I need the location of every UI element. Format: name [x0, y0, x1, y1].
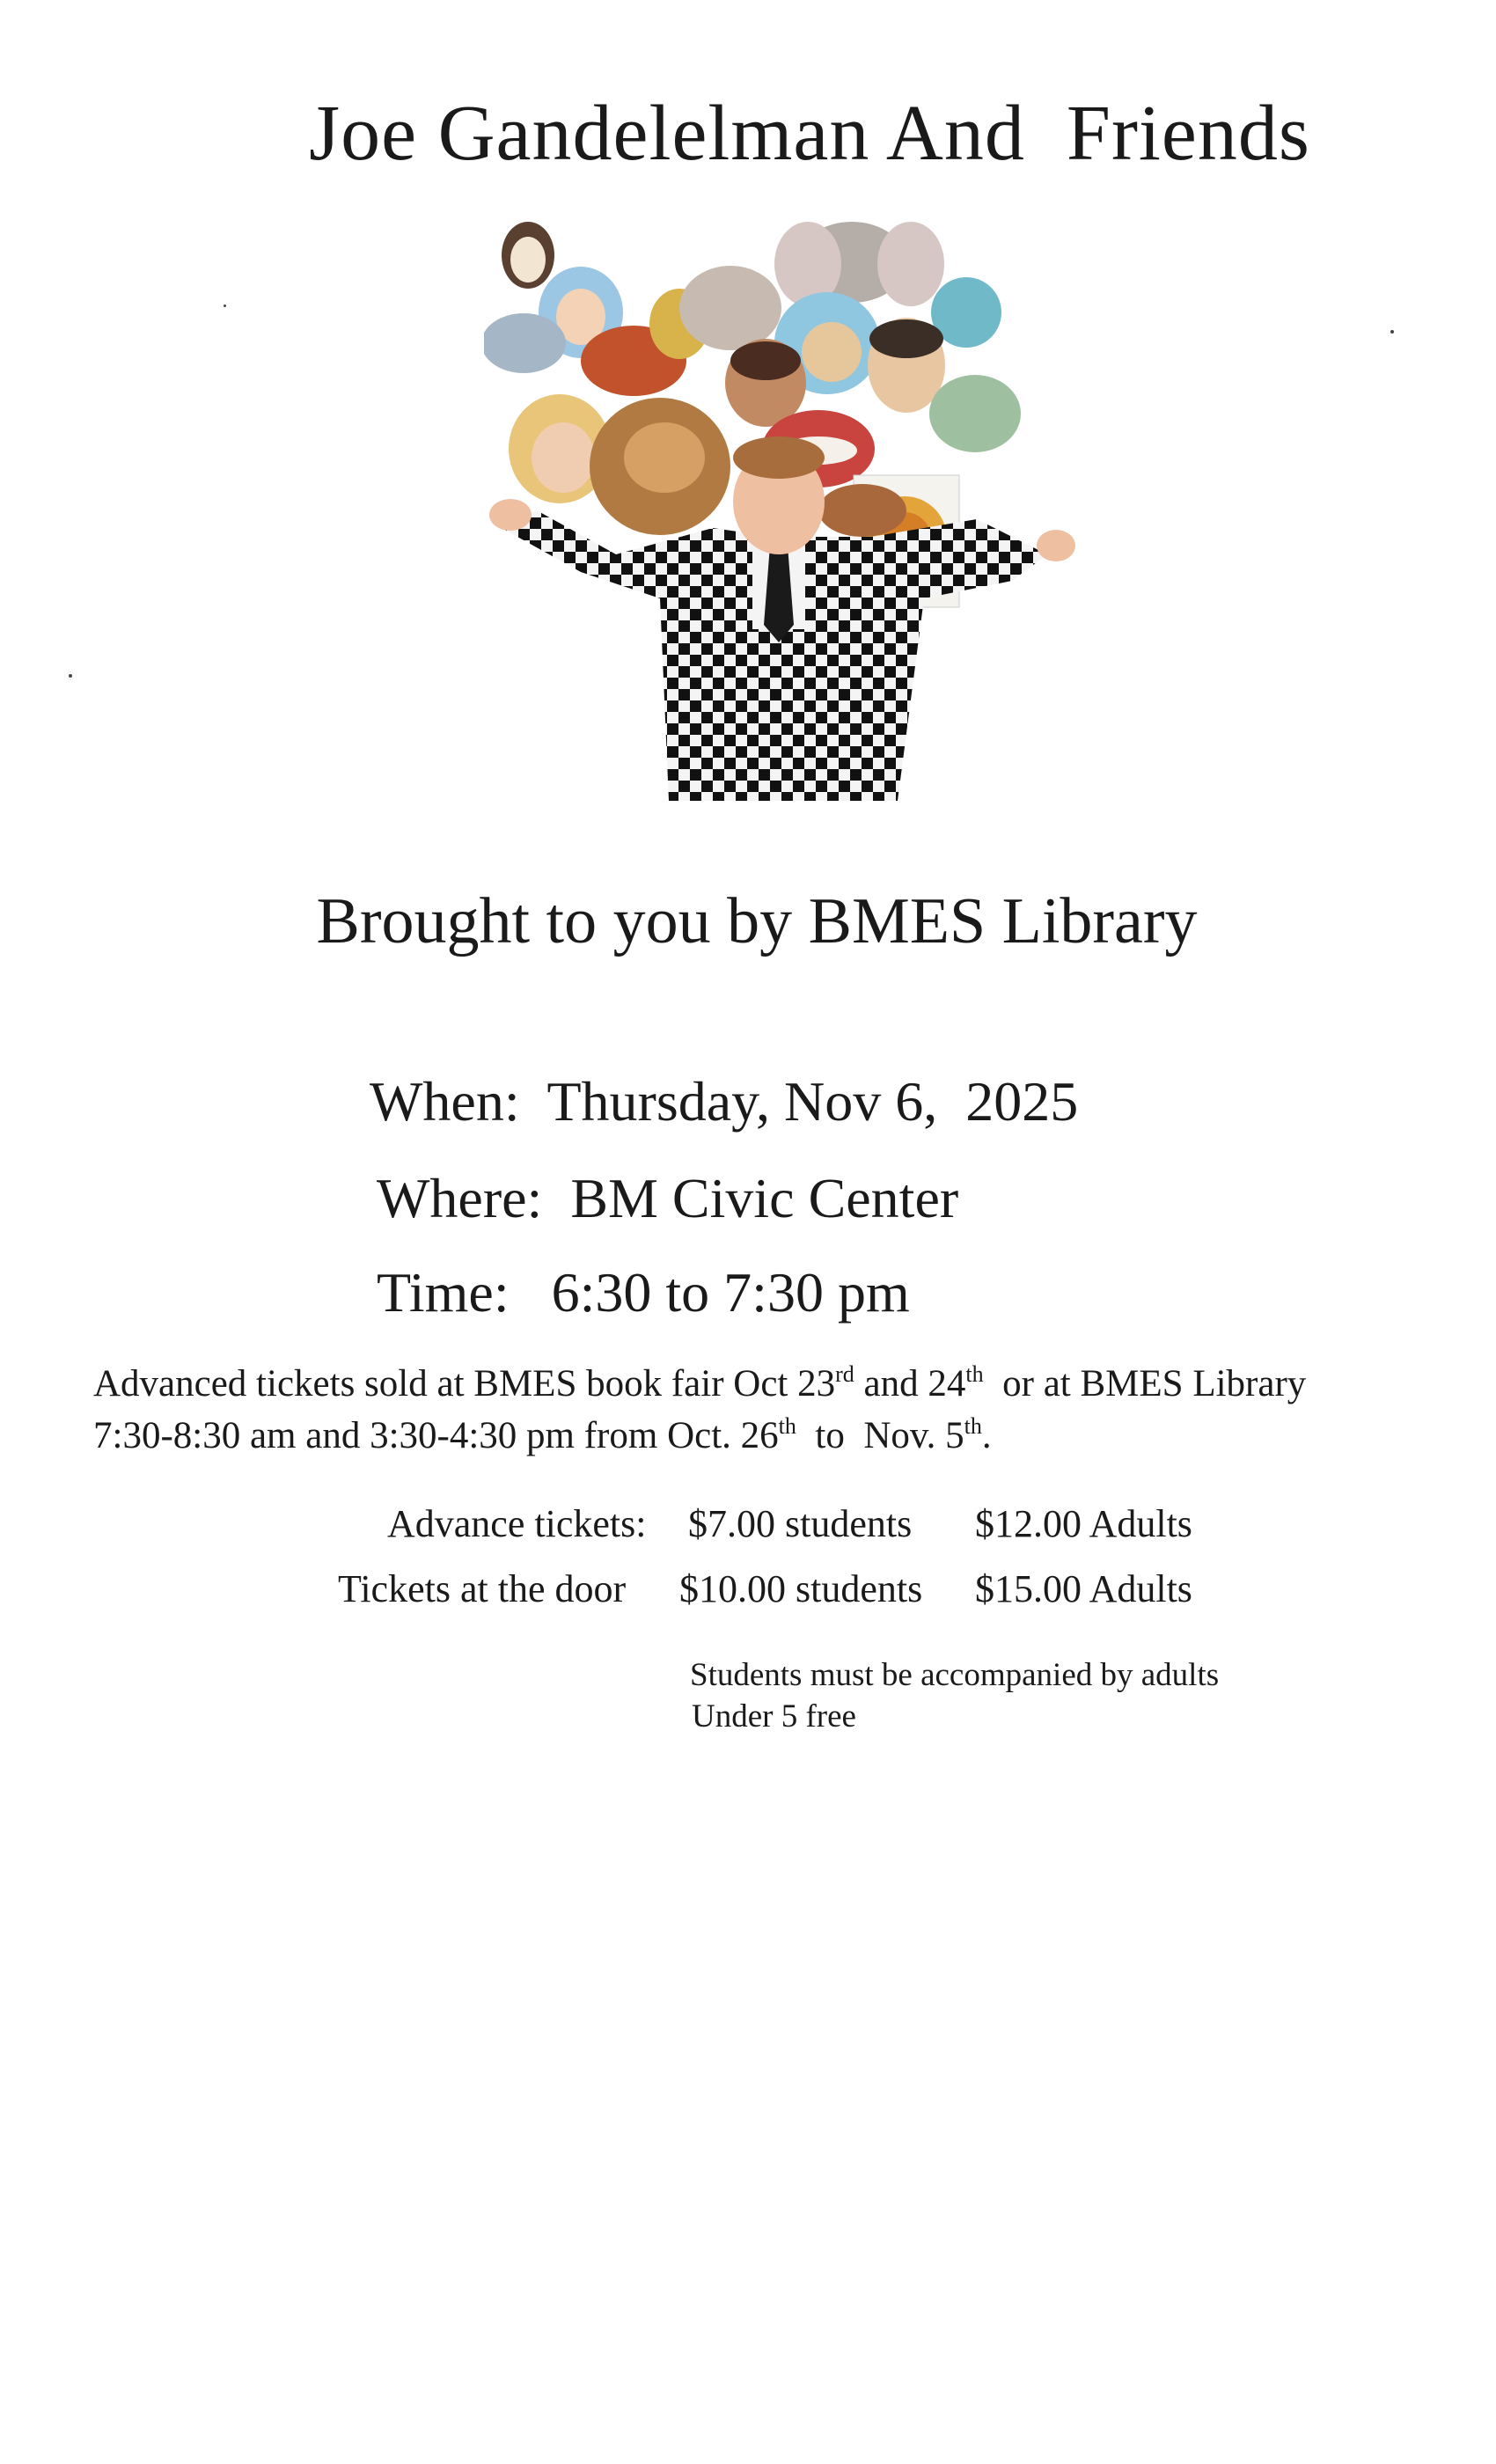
superscript: th	[965, 1361, 984, 1387]
scan-speck	[69, 674, 72, 678]
text-segment: Advanced tickets sold at BMES book fair Oct 23	[93, 1363, 836, 1404]
advanced-info-line-1	[93, 1360, 1306, 1412]
puppets-and-performer-image	[484, 220, 1082, 801]
superscript: th	[778, 1413, 796, 1439]
door-student-price: $10.00 students	[679, 1567, 923, 1610]
advance-tickets-label: Advance tickets:	[387, 1502, 647, 1545]
superscript: th	[964, 1413, 982, 1439]
text-segment: 7:30-8:30 am and 3:30-4:30 pm from Oct. 26	[93, 1415, 779, 1456]
event-time: Time: 6:30 to 7:30 pm	[377, 1261, 910, 1324]
door-tickets-label: Tickets at the door	[338, 1567, 627, 1610]
door-adult-price: $15.00 Adults	[975, 1567, 1192, 1610]
text-segment: and 24	[854, 1363, 966, 1404]
event-date: When: Thursday, Nov 6, 2025	[370, 1070, 1079, 1133]
note-accompanied: Students must be accompanied by adults	[690, 1657, 1220, 1693]
advanced-tickets-info	[93, 1360, 1306, 1464]
scan-speck	[1390, 330, 1394, 334]
event-location: Where: BM Civic Center	[377, 1167, 959, 1229]
text-segment: to Nov. 5	[796, 1415, 964, 1456]
advanced-info-line-2	[93, 1412, 1306, 1464]
scan-speck	[224, 304, 226, 307]
text-segment: or at BMES Library	[983, 1363, 1307, 1404]
sponsor-line: Brought to you by BMES Library	[316, 885, 1198, 957]
poster-title: Joe Gandelelman And Friends	[309, 90, 1310, 177]
note-under-five: Under 5 free	[692, 1698, 856, 1734]
advance-student-price: $7.00 students	[688, 1502, 913, 1545]
text-segment: .	[981, 1415, 992, 1456]
advance-adult-price: $12.00 Adults	[975, 1502, 1192, 1545]
superscript: rd	[835, 1361, 854, 1387]
